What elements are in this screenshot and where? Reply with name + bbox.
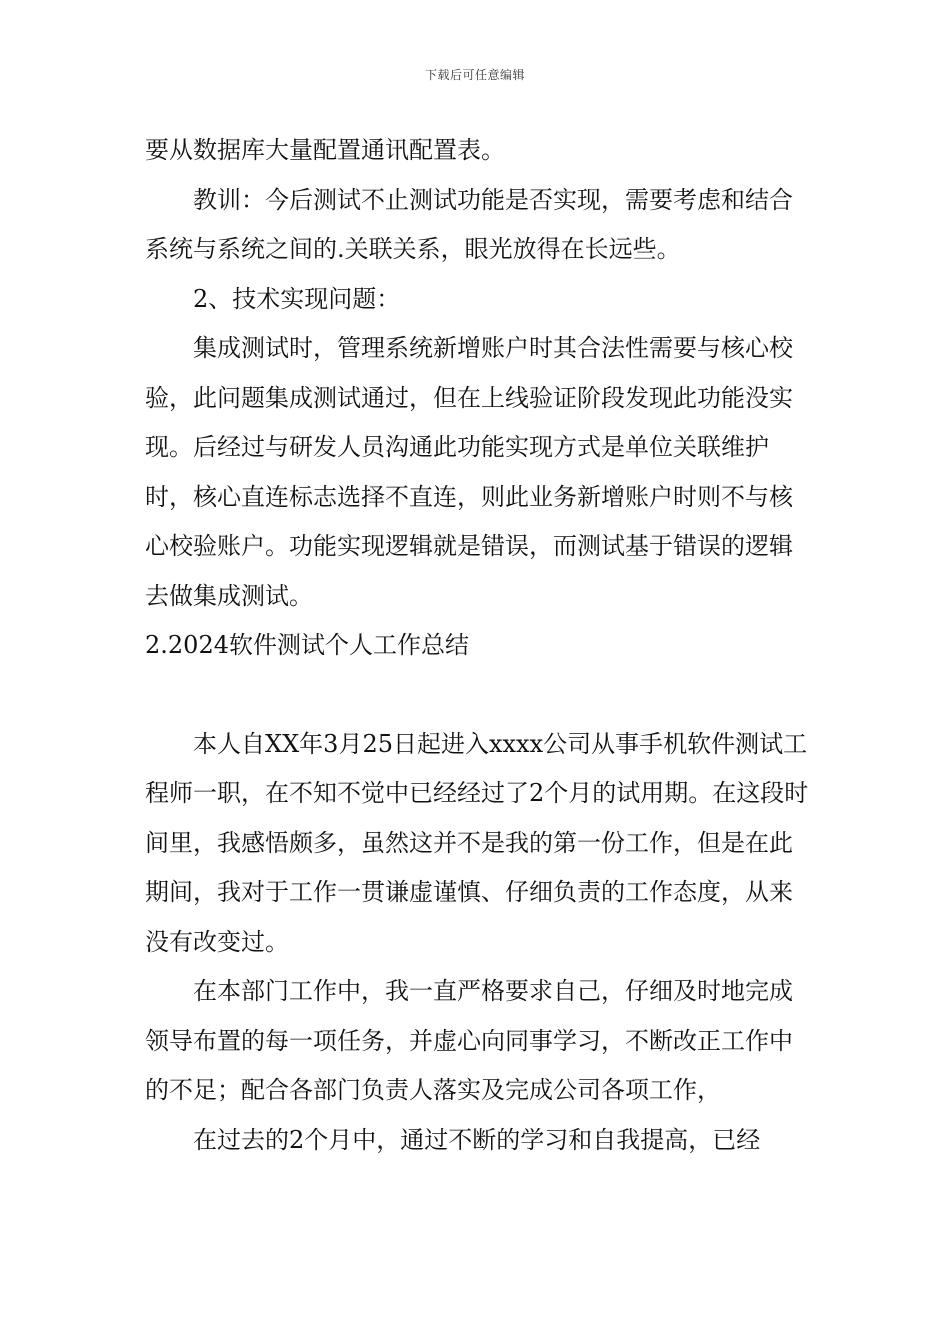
paragraph-3: 2、技术实现问题： bbox=[193, 284, 401, 313]
header-note: 下载后可任意编辑 bbox=[424, 68, 525, 82]
document-body bbox=[145, 126, 815, 1165]
paragraph-4: 集成测试时，管理系统新增账户时其合法性需要与核心校验，此问题集成测试通过，但在上线验证阶段发现此功能没实现。后经过与研发人员沟通此功能实现方式是单位关联维护时，核心直连标志选择不直连，则此业务新增账户时则不与核心校验账户。功能实现逻辑就是错误，而测试基于错误的逻辑去做集成测试。 bbox=[145, 334, 793, 610]
blank-line bbox=[145, 671, 815, 720]
paragraph-6: 在本部门工作中，我一直严格要求自己，仔细及时地完成领导布置的每一项任务，并虚心向同事学习，不断改正工作中的不足；配合各部门负责人落实及完成公司各项工作， bbox=[145, 977, 793, 1104]
paragraph-7: 在过去的2个月中，通过不断的学习和自我提高，已经 bbox=[193, 1125, 761, 1154]
section-heading: 2.2024软件测试个人工作总结 bbox=[145, 631, 469, 659]
paragraph-1: 要从数据库大量配置通讯配置表。 bbox=[145, 136, 505, 164]
paragraph-5: 本人自XX年3月25日起进入xxxx公司从事手机软件测试工程师一职，在不知不觉中已经经过了2个月的试用期。在这段时间里，我感悟颇多，虽然这并不是我的第一份工作，但是在此期间，我对于工作一贯谦虚谨慎、仔细负责的工作态度，从来没有改变过。 bbox=[145, 729, 809, 956]
paragraph-2: 教训：今后测试不止测试功能是否实现，需要考虑和结合系统与系统之间的.关联关系，眼光放得在长远些。 bbox=[145, 185, 793, 263]
